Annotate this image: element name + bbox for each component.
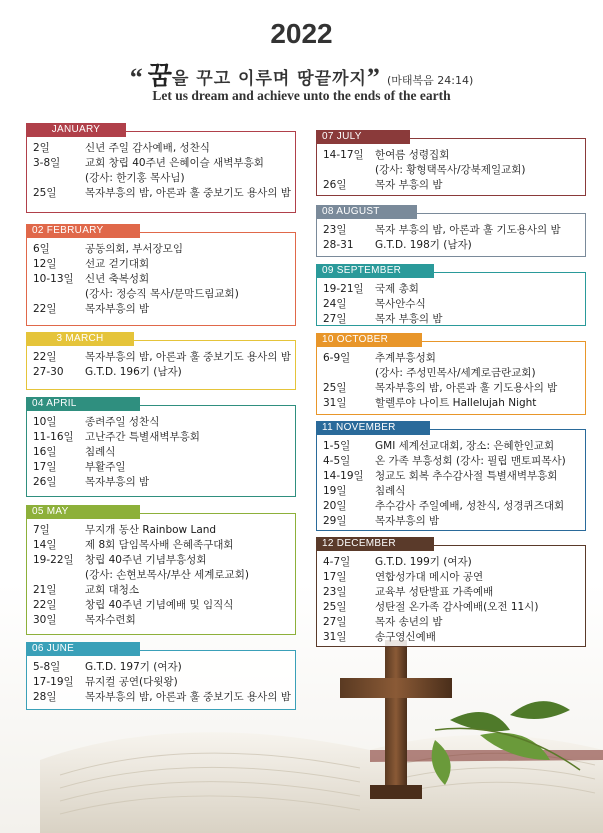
event-text: 송구영신예배	[375, 631, 436, 643]
month-box-june	[26, 643, 296, 710]
month-tab-june: 06 JUNE	[26, 642, 140, 656]
event-date: 28-31	[323, 239, 354, 251]
event-date: 24일	[323, 298, 347, 310]
event-row	[33, 613, 291, 628]
event-text: 교육부 성탄발표 가족예배	[375, 586, 494, 598]
event-text: 고난주간 특별새벽부흥회	[85, 431, 200, 443]
month-tab-october: 10 OCTOBER	[316, 333, 422, 347]
event-list	[33, 141, 291, 201]
event-date: 7일	[33, 524, 50, 536]
event-date: 23일	[323, 224, 347, 236]
motto-open-quote: “	[129, 63, 143, 92]
event-text: 뮤지컬 공연(다윗왕)	[85, 676, 178, 688]
month-box-december	[316, 538, 586, 647]
month-box-march	[26, 333, 296, 390]
event-date: 17일	[323, 571, 347, 583]
event-text: 종려주일 성찬식	[85, 416, 160, 428]
event-date: 10일	[33, 416, 57, 428]
event-date: 22일	[33, 599, 57, 611]
event-row	[323, 366, 581, 381]
event-list	[33, 242, 291, 317]
event-text: G.T.D. 196기 (남자)	[85, 366, 182, 378]
event-row	[33, 445, 291, 460]
event-row	[33, 660, 291, 675]
event-date: 20일	[323, 500, 347, 512]
event-date: 19-21일	[323, 283, 364, 295]
motto-reference: (마태복음 24:14)	[387, 74, 474, 87]
event-row	[323, 585, 581, 600]
event-list	[33, 415, 291, 490]
year-title: 2022	[270, 18, 333, 49]
event-text: 부활주일	[85, 461, 126, 473]
event-date: 5-8일	[33, 661, 61, 673]
event-text: GMI 세계선교대회, 장소: 은혜한인교회	[375, 440, 555, 452]
event-text: 목자부흥의 밤, 아론과 훌 중보기도 용사의 밤	[85, 351, 291, 363]
event-list	[323, 282, 581, 327]
event-text: 목자부흥의 밤	[375, 515, 440, 527]
event-text: 한여름 성령집회	[375, 149, 450, 161]
event-date: 27-30	[33, 366, 64, 378]
event-text: 온 가족 부흥성회 (강사: 필립 맨토피목사)	[375, 455, 566, 467]
event-date: 10-13일	[33, 273, 74, 285]
event-list	[323, 555, 581, 645]
event-text: (강사: 한기홍 목사님)	[85, 172, 185, 184]
event-text: 추계부흥성회	[375, 352, 436, 364]
event-date: 31일	[323, 631, 347, 643]
event-row	[33, 415, 291, 430]
event-date: 14일	[33, 539, 57, 551]
event-text: 청교도 회복 추수감사절 특별새벽부흥회	[375, 470, 558, 482]
month-box-july	[316, 131, 586, 196]
event-date	[323, 163, 375, 178]
event-date	[33, 568, 85, 583]
event-text: 목사안수식	[375, 298, 426, 310]
event-row	[33, 287, 291, 302]
event-date: 17일	[33, 461, 57, 473]
month-tab-february: 02 FEBRUARY	[26, 224, 140, 238]
event-row	[323, 615, 581, 630]
event-date: 3-8일	[33, 157, 61, 169]
event-row	[323, 223, 581, 238]
event-text: 제 8회 담임목사배 은혜족구대회	[85, 539, 234, 551]
month-tab-december: 12 DECEMBER	[316, 537, 434, 551]
event-row	[33, 583, 291, 598]
event-text: 공동의회, 부서장모임	[85, 243, 183, 255]
event-text: 목자부흥의 밤	[85, 303, 150, 315]
event-row	[323, 238, 581, 253]
month-box-february	[26, 225, 296, 326]
event-text: 할렐루야 나이트 Hallelujah Night	[375, 397, 537, 409]
event-date: 16일	[33, 446, 57, 458]
month-tab-march: 3 MARCH	[26, 332, 134, 346]
event-text: G.T.D. 197기 (여자)	[85, 661, 182, 673]
event-text: 침례식	[375, 485, 406, 497]
event-row	[33, 257, 291, 272]
event-text: 목자부흥의 밤, 아론과 훌 기도용사의 밤	[375, 382, 558, 394]
event-date: 26일	[33, 476, 57, 488]
month-tab-may: 05 MAY	[26, 505, 140, 519]
event-text: 목자 송년의 밤	[375, 616, 443, 628]
event-date: 29일	[323, 515, 347, 527]
event-text: (강사: 손현보목사/부산 세계로교회)	[85, 569, 249, 581]
event-date: 28일	[33, 691, 57, 703]
event-date: 27일	[323, 313, 347, 325]
event-row	[323, 499, 581, 514]
event-text: (강사: 주성민목사/세계로금란교회)	[375, 367, 536, 379]
event-date: 11-16일	[33, 431, 74, 443]
event-date: 1-5일	[323, 440, 351, 452]
event-row	[323, 555, 581, 570]
event-list	[323, 223, 581, 253]
event-date: 27일	[323, 616, 347, 628]
event-row	[33, 171, 291, 186]
event-row	[33, 475, 291, 490]
event-text: 목자부흥의 밤, 아론과 훌 중보기도 용사의 밤	[85, 691, 291, 703]
event-row	[33, 538, 291, 553]
event-text: 목자 부흥의 밤, 아론과 훌 기도용사의 밤	[375, 224, 561, 236]
event-row	[33, 675, 291, 690]
month-box-august	[316, 206, 586, 257]
month-box-january	[26, 124, 296, 213]
event-row	[33, 350, 291, 365]
event-row	[33, 272, 291, 287]
event-row	[323, 148, 581, 163]
month-tab-january: JANUARY	[26, 123, 126, 137]
event-text: G.T.D. 199기 (여자)	[375, 556, 472, 568]
event-row	[323, 163, 581, 178]
month-tab-september: 09 SEPTEMBER	[316, 264, 434, 278]
event-row	[323, 282, 581, 297]
event-row	[33, 690, 291, 705]
event-row	[323, 439, 581, 454]
event-row	[33, 242, 291, 257]
event-text: 목자부흥의 밤	[85, 476, 150, 488]
event-text: 창립 40주년 기념예배 및 임직식	[85, 599, 234, 611]
event-date: 14-19일	[323, 470, 364, 482]
event-row	[33, 598, 291, 613]
event-text: 신년 축복성회	[85, 273, 150, 285]
event-date: 31일	[323, 397, 347, 409]
event-row	[323, 297, 581, 312]
event-text: 목자부흥의 밤, 아론과 훌 중보기도 용사의 밤	[85, 187, 291, 199]
event-date: 19일	[323, 485, 347, 497]
event-list	[323, 439, 581, 529]
event-date: 22일	[33, 303, 57, 315]
month-box-october	[316, 334, 586, 415]
event-row	[323, 514, 581, 529]
month-tab-april: 04 APRIL	[26, 397, 140, 411]
event-row	[33, 141, 291, 156]
event-list	[33, 523, 291, 628]
event-text: G.T.D. 198기 (남자)	[375, 239, 472, 251]
event-text: 침례식	[85, 446, 116, 458]
event-row	[33, 568, 291, 583]
month-tab-july: 07 JULY	[316, 130, 410, 144]
event-date: 4-7일	[323, 556, 351, 568]
event-text: (강사: 황형택목사/강북제일교회)	[375, 164, 526, 176]
event-date: 25일	[323, 382, 347, 394]
event-text: 연합성가대 메시아 공연	[375, 571, 484, 583]
event-row	[323, 351, 581, 366]
event-date: 30일	[33, 614, 57, 626]
event-row	[323, 381, 581, 396]
event-row	[33, 156, 291, 171]
event-date: 25일	[323, 601, 347, 613]
event-text: 목자 부흥의 밤	[375, 313, 443, 325]
event-date: 19-22일	[33, 554, 74, 566]
event-text: 성탄절 온가족 감사예배(오전 11시)	[375, 601, 539, 613]
event-date	[323, 366, 375, 381]
event-row	[323, 469, 581, 484]
event-row	[33, 553, 291, 568]
event-text: 추수감사 주일예배, 성찬식, 성경퀴즈대회	[375, 500, 565, 512]
event-date: 23일	[323, 586, 347, 598]
english-motto: Let us dream and achieve unto the ends of the earth	[152, 88, 451, 103]
event-row	[33, 430, 291, 445]
event-text: 교회 대청소	[85, 584, 140, 596]
event-text: 국제 총회	[375, 283, 419, 295]
event-text: 무지개 동산 Rainbow Land	[85, 524, 217, 536]
event-row	[33, 460, 291, 475]
motto-close-quote: ”	[366, 63, 380, 92]
event-text: 목자수련회	[85, 614, 136, 626]
event-row	[323, 178, 581, 193]
event-date: 6-9일	[323, 352, 351, 364]
event-row	[323, 396, 581, 411]
event-date: 25일	[33, 187, 57, 199]
event-date: 12일	[33, 258, 57, 270]
event-date	[33, 287, 85, 302]
event-row	[323, 630, 581, 645]
event-text: 교회 창립 40주년 은혜이슬 새벽부흥회	[85, 157, 264, 169]
month-box-november	[316, 422, 586, 531]
month-box-september	[316, 265, 586, 326]
event-date: 2일	[33, 142, 50, 154]
event-row	[33, 523, 291, 538]
motto-text: 을 꾸고 이루며 땅끝까지	[171, 69, 367, 89]
month-tab-november: 11 NOVEMBER	[316, 421, 430, 435]
event-row	[323, 600, 581, 615]
motto-dream-word: 꿈	[147, 61, 172, 90]
event-text: (강사: 정승직 목사/문막드림교회)	[85, 288, 239, 300]
event-date: 6일	[33, 243, 50, 255]
event-date	[33, 171, 85, 186]
month-box-may	[26, 506, 296, 635]
event-row	[33, 302, 291, 317]
event-list	[33, 660, 291, 705]
event-text: 선교 걷기대회	[85, 258, 150, 270]
event-date: 21일	[33, 584, 57, 596]
event-text: 창립 40주년 기념부흥성회	[85, 554, 207, 566]
event-date: 26일	[323, 179, 347, 191]
event-date: 17-19일	[33, 676, 74, 688]
event-list	[323, 148, 581, 193]
event-list	[33, 350, 291, 380]
event-text: 신년 주일 감사예배, 성찬식	[85, 142, 210, 154]
event-date: 14-17일	[323, 149, 364, 161]
event-date: 22일	[33, 351, 57, 363]
event-row	[323, 312, 581, 327]
event-row	[33, 365, 291, 380]
event-date: 4-5일	[323, 455, 351, 467]
event-row	[323, 484, 581, 499]
event-text: 목자 부흥의 밤	[375, 179, 443, 191]
month-box-april	[26, 398, 296, 497]
month-tab-august: 08 AUGUST	[316, 205, 417, 219]
event-list	[323, 351, 581, 411]
event-row	[323, 454, 581, 469]
event-row	[33, 186, 291, 201]
event-row	[323, 570, 581, 585]
